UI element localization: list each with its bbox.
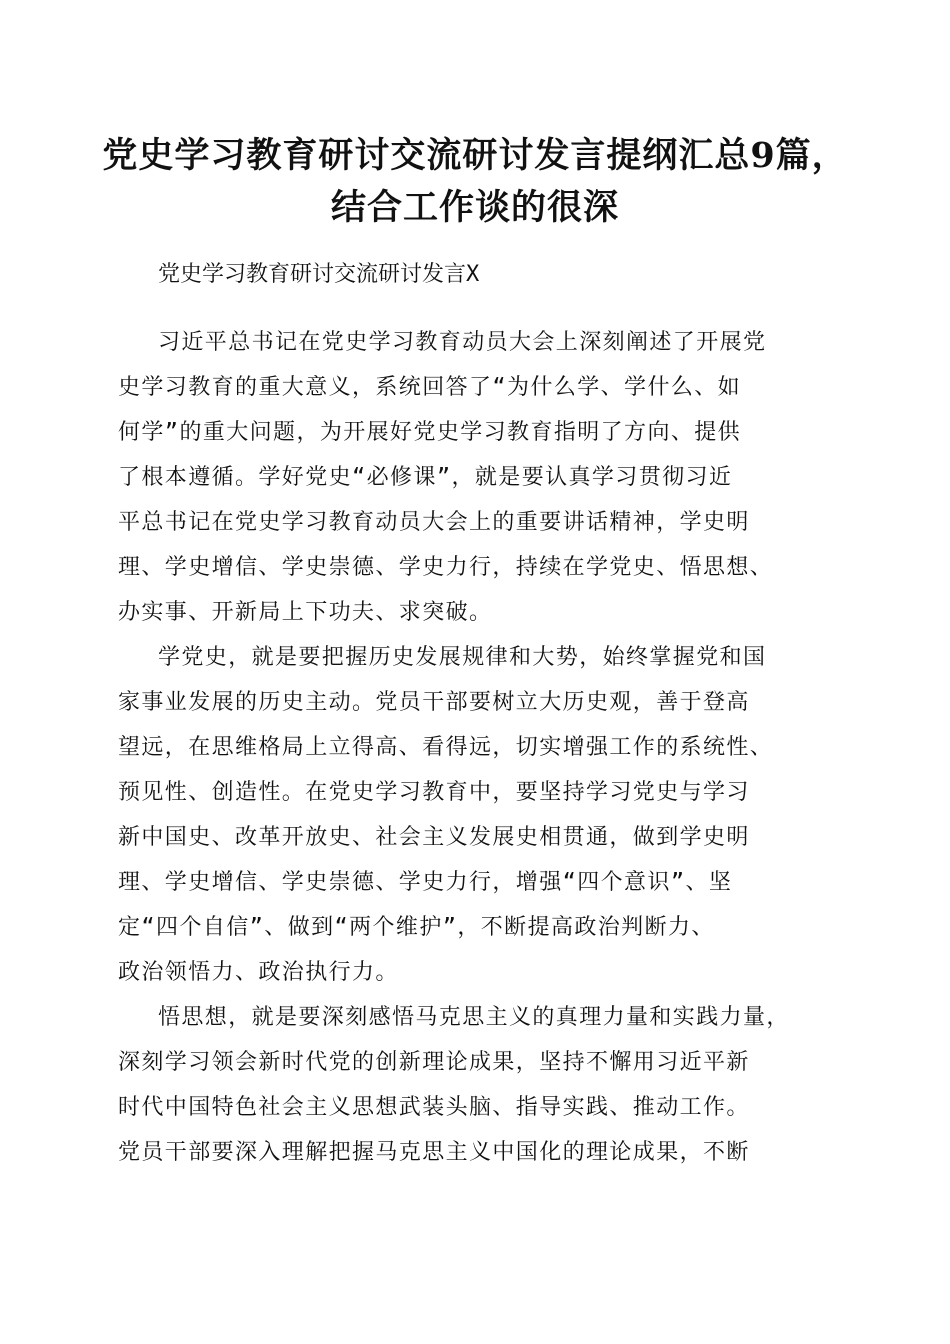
text-line: 理、学史增信、学史崇德、学史力行，持续在学党史、悟思想、	[118, 555, 774, 580]
text-line: 新中国史、改革开放史、社会主义发展史相贯通，做到学史明	[118, 825, 750, 850]
text-line: 家事业发展的历史主动。党员干部要树立大历史观，善于登高	[118, 690, 750, 715]
text-line: 习近平总书记在党史学习教育动员大会上深刻阐述了开展党	[158, 330, 767, 355]
text-line: 望远，在思维格局上立得高、看得远，切实增强工作的系统性、	[118, 735, 774, 760]
text-line: 定“四个自信”、做到“两个维护”，不断提高政治判断力、	[118, 915, 715, 940]
text-line: 平总书记在党史学习教育动员大会上的重要讲话精神，学史明	[118, 510, 750, 535]
text-line: 悟思想，就是要深刻感悟马克思主义的真理力量和实践力量，	[158, 1005, 790, 1030]
text-line: 办实事、开新局上下功夫、求突破。	[118, 600, 493, 625]
paragraph	[118, 635, 838, 995]
title-line: 党史学习教育研讨交流研讨发言提纲汇总9篇，	[102, 135, 848, 176]
text-line: 深刻学习领会新时代党的创新理论成果，坚持不懈用习近平新	[118, 1050, 750, 1075]
text-line: 学党史，就是要把握历史发展规律和大势，始终掌握党和国	[158, 645, 767, 670]
text-line: 时代中国特色社会主义思想武装头脑、指导实践、推动工作。	[118, 1095, 750, 1120]
paragraph	[118, 320, 838, 635]
document-body	[118, 320, 838, 1175]
text-line: 党员干部要深入理解把握马克思主义中国化的理论成果，不断	[118, 1140, 750, 1165]
text-line: 理、学史增信、学史崇德、学史力行，增强“四个意识”、坚	[118, 870, 733, 895]
text-line: 预见性、创造性。在党史学习教育中，要坚持学习党史与学习	[118, 780, 750, 805]
text-line: 了根本遵循。学好党史“必修课”，就是要认真学习贯彻习近	[118, 465, 733, 490]
text-line: 史学习教育的重大意义，系统回答了“为什么学、学什么、如	[118, 375, 742, 400]
title-line: 结合工作谈的很深	[330, 187, 619, 228]
section-heading: 党史学习教育研讨交流研讨发言X	[158, 262, 480, 287]
text-line: 政治领悟力、政治执行力。	[118, 960, 399, 985]
text-line: 何学”的重大问题，为开展好党史学习教育指明了方向、提供	[118, 420, 742, 445]
paragraph	[118, 995, 838, 1175]
document-title	[100, 130, 850, 234]
